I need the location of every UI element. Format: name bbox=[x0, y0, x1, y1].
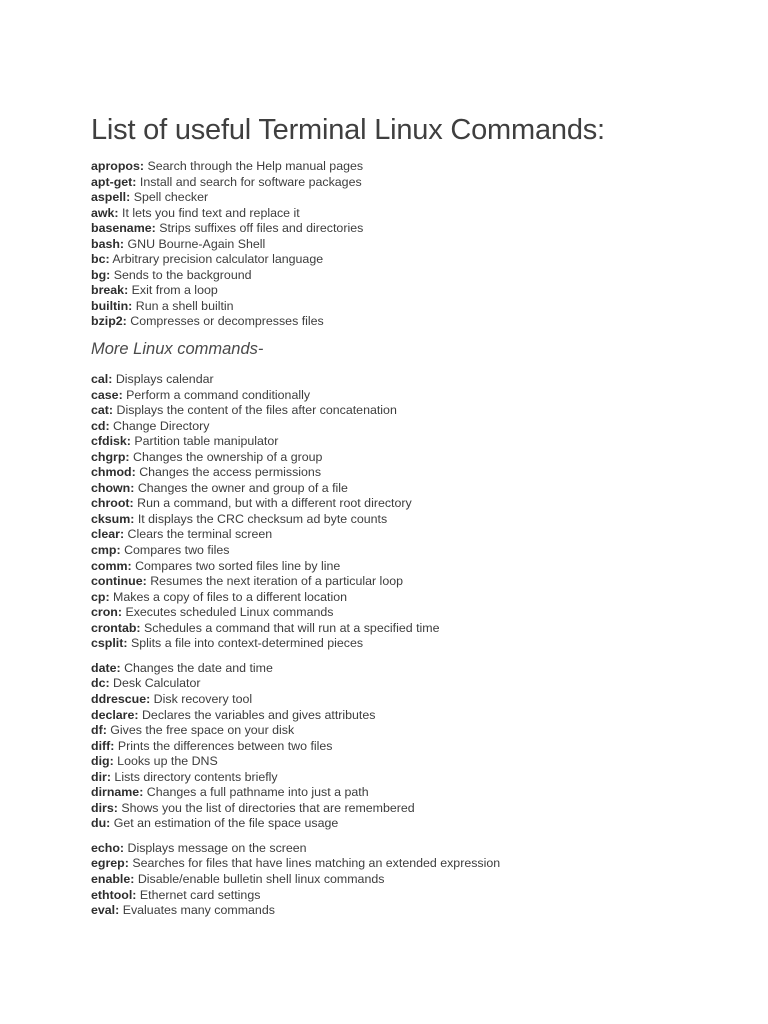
command-description: Exit from a loop bbox=[131, 283, 218, 298]
command-description: Changes the owner and group of a file bbox=[137, 480, 348, 495]
command-description: Partition table manipulator bbox=[134, 434, 279, 449]
command-entry bbox=[91, 465, 731, 481]
command-description: Search through the Help manual pages bbox=[147, 159, 364, 173]
command-entry bbox=[91, 268, 731, 284]
command-entry bbox=[91, 403, 731, 419]
command-description: Arbitrary precision calculator language bbox=[112, 252, 324, 267]
command-description: Get an estimation of the file space usage bbox=[113, 816, 339, 831]
command-name: cal: bbox=[91, 372, 113, 387]
command-name: chgrp: bbox=[91, 449, 130, 464]
command-name: declare: bbox=[91, 707, 139, 722]
command-description: Compresses or decompresses files bbox=[130, 314, 324, 329]
command-entry bbox=[91, 314, 731, 330]
command-name: chmod: bbox=[91, 465, 136, 480]
command-description: Compares two sorted files line by line bbox=[135, 558, 341, 573]
command-name: awk: bbox=[91, 205, 119, 220]
command-entry bbox=[91, 816, 731, 832]
command-entry bbox=[91, 888, 731, 904]
command-description: Gives the free space on your disk bbox=[110, 723, 295, 738]
section-gap bbox=[91, 832, 731, 841]
command-description: Changes a full pathname into just a path bbox=[146, 785, 369, 800]
command-entry bbox=[91, 872, 731, 888]
command-name: cron: bbox=[91, 605, 122, 620]
command-description: Install and search for software packages bbox=[139, 174, 362, 189]
command-name: enable: bbox=[91, 871, 135, 886]
command-name: cmp: bbox=[91, 543, 121, 558]
command-description: Sends to the background bbox=[113, 267, 252, 282]
command-name: cfdisk: bbox=[91, 434, 131, 449]
command-name: case: bbox=[91, 387, 123, 402]
command-entry bbox=[91, 252, 731, 268]
command-entry bbox=[91, 739, 731, 755]
command-entry bbox=[91, 801, 731, 817]
command-list-b bbox=[91, 159, 731, 330]
command-entry bbox=[91, 723, 731, 739]
command-entry bbox=[91, 785, 731, 801]
command-description: Spell checker bbox=[133, 190, 209, 205]
command-entry bbox=[91, 237, 731, 253]
command-name: break: bbox=[91, 283, 129, 298]
command-entry bbox=[91, 708, 731, 724]
command-entry bbox=[91, 754, 731, 770]
command-name: apropos: bbox=[91, 159, 145, 173]
command-name: eval: bbox=[91, 903, 120, 918]
command-name: echo: bbox=[91, 840, 125, 855]
command-description: Executes scheduled Linux commands bbox=[125, 605, 334, 620]
command-entry bbox=[91, 692, 731, 708]
command-description: Run a command, but with a different root directory bbox=[137, 496, 412, 511]
command-entry bbox=[91, 175, 731, 191]
command-name: comm: bbox=[91, 558, 132, 573]
command-entry bbox=[91, 605, 731, 621]
command-name: csplit: bbox=[91, 636, 128, 651]
command-entry bbox=[91, 512, 731, 528]
command-name: dc: bbox=[91, 676, 110, 691]
command-description: Lists directory contents briefly bbox=[114, 769, 278, 784]
command-description: Resumes the next iteration of a particular loop bbox=[150, 574, 403, 589]
command-name: egrep: bbox=[91, 856, 129, 871]
command-name: dig: bbox=[91, 754, 114, 769]
command-name: cksum: bbox=[91, 511, 135, 526]
command-description: Schedules a command that will run at a specified time bbox=[144, 620, 440, 635]
command-description: Desk Calculator bbox=[113, 676, 201, 691]
command-entry bbox=[91, 574, 731, 590]
command-description: Declares the variables and gives attributes bbox=[141, 707, 376, 722]
command-name: chown: bbox=[91, 480, 135, 495]
command-name: cat: bbox=[91, 403, 114, 418]
command-name: builtin: bbox=[91, 298, 133, 313]
command-description: Displays message on the screen bbox=[127, 840, 307, 855]
command-name: df: bbox=[91, 723, 107, 738]
command-entry bbox=[91, 388, 731, 404]
command-description: Clears the terminal screen bbox=[127, 527, 273, 542]
command-entry bbox=[91, 770, 731, 786]
section-subheading: More Linux commands- bbox=[91, 340, 264, 359]
command-name: du: bbox=[91, 816, 111, 831]
command-entry bbox=[91, 543, 731, 559]
command-description: Change Directory bbox=[113, 418, 210, 433]
command-description: Evaluates many commands bbox=[122, 903, 275, 918]
command-entry bbox=[91, 450, 731, 466]
command-description: Displays calendar bbox=[115, 372, 214, 387]
command-name: aspell: bbox=[91, 190, 131, 205]
command-description: It lets you find text and replace it bbox=[122, 205, 300, 220]
command-description: Shows you the list of directories that are remembered bbox=[121, 800, 415, 815]
command-name: date: bbox=[91, 660, 121, 675]
command-name: apt-get: bbox=[91, 174, 137, 189]
command-entry bbox=[91, 159, 731, 175]
command-entry bbox=[91, 903, 731, 919]
command-entry bbox=[91, 283, 731, 299]
section-gap bbox=[91, 652, 731, 661]
command-list-e bbox=[91, 841, 731, 919]
command-name: ddrescue: bbox=[91, 691, 151, 706]
command-description: Displays the content of the files after concatenation bbox=[116, 403, 397, 418]
command-description: Strips suffixes off files and directories bbox=[159, 221, 364, 236]
command-entry bbox=[91, 419, 731, 435]
command-entry bbox=[91, 206, 731, 222]
command-description: GNU Bourne-Again Shell bbox=[127, 236, 266, 251]
command-entry bbox=[91, 372, 731, 388]
command-list-d bbox=[91, 661, 731, 832]
command-entry bbox=[91, 856, 731, 872]
command-description: Splits a file into context-determined pieces bbox=[130, 636, 364, 651]
command-entry bbox=[91, 190, 731, 206]
command-entry bbox=[91, 299, 731, 315]
command-name: chroot: bbox=[91, 496, 134, 511]
command-entry bbox=[91, 661, 731, 677]
page-title: List of useful Terminal Linux Commands: bbox=[91, 114, 605, 146]
command-description: Changes the ownership of a group bbox=[133, 449, 323, 464]
command-description: Makes a copy of files to a different location bbox=[113, 589, 347, 604]
command-description: Disable/enable bulletin shell linux commands bbox=[137, 871, 385, 886]
command-entry bbox=[91, 527, 731, 543]
command-entry bbox=[91, 621, 731, 637]
command-description: Perform a command conditionally bbox=[126, 387, 311, 402]
command-description: Searches for files that have lines matching an extended expression bbox=[132, 856, 501, 871]
command-entry bbox=[91, 559, 731, 575]
command-name: dir: bbox=[91, 769, 111, 784]
command-name: bc: bbox=[91, 252, 110, 267]
command-description: Disk recovery tool bbox=[153, 691, 253, 706]
command-name: bash: bbox=[91, 236, 125, 251]
command-list-c bbox=[91, 372, 731, 652]
command-name: crontab: bbox=[91, 620, 141, 635]
command-description: Compares two files bbox=[124, 543, 230, 558]
command-name: basename: bbox=[91, 221, 156, 236]
command-name: cp: bbox=[91, 589, 110, 604]
command-name: bg: bbox=[91, 267, 111, 282]
command-name: ethtool: bbox=[91, 887, 137, 902]
command-description: Prints the differences between two files bbox=[117, 738, 333, 753]
command-description: Changes the date and time bbox=[124, 660, 273, 675]
command-entry bbox=[91, 434, 731, 450]
command-name: bzip2: bbox=[91, 314, 127, 329]
command-entry bbox=[91, 636, 731, 652]
command-description: Ethernet card settings bbox=[139, 887, 261, 902]
command-entry bbox=[91, 841, 731, 857]
command-name: dirs: bbox=[91, 800, 118, 815]
command-description: Looks up the DNS bbox=[117, 754, 218, 769]
document-page bbox=[91, 112, 731, 919]
command-entry bbox=[91, 590, 731, 606]
command-name: continue: bbox=[91, 574, 147, 589]
command-entry bbox=[91, 481, 731, 497]
command-entry bbox=[91, 221, 731, 237]
command-description: Changes the access permissions bbox=[139, 465, 322, 480]
command-name: cd: bbox=[91, 418, 110, 433]
command-name: clear: bbox=[91, 527, 125, 542]
command-name: diff: bbox=[91, 738, 115, 753]
command-entry bbox=[91, 676, 731, 692]
command-description: Run a shell builtin bbox=[135, 298, 234, 313]
command-description: It displays the CRC checksum ad byte counts bbox=[137, 511, 388, 526]
command-name: dirname: bbox=[91, 785, 144, 800]
command-entry bbox=[91, 496, 731, 512]
